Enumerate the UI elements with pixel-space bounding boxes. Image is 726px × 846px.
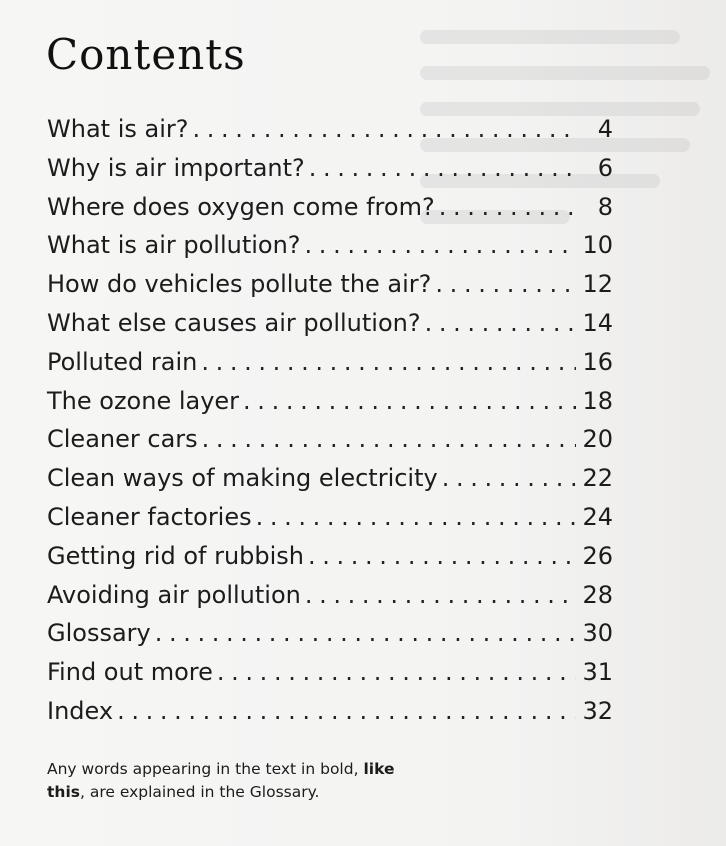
toc-entry-label: What is air pollution? bbox=[47, 231, 301, 260]
dot-leader bbox=[201, 343, 576, 382]
dot-leader bbox=[308, 537, 576, 576]
page-title: Contents bbox=[46, 30, 246, 79]
toc-entry[interactable] bbox=[47, 149, 613, 188]
dot-leader bbox=[243, 382, 576, 421]
toc-entry[interactable] bbox=[47, 498, 613, 537]
toc-entry-label: Find out more bbox=[47, 658, 213, 687]
glossary-note bbox=[47, 758, 407, 804]
toc-entry[interactable] bbox=[47, 226, 613, 265]
toc-entry-label: Avoiding air pollution bbox=[47, 580, 301, 609]
toc-entry[interactable] bbox=[47, 653, 613, 692]
toc-entry-label: How do vehicles pollute the air? bbox=[47, 270, 432, 299]
toc-entry[interactable] bbox=[47, 343, 613, 382]
toc-entry[interactable] bbox=[47, 459, 613, 498]
dot-leader bbox=[435, 265, 576, 304]
note-text-after: , are explained in the Glossary. bbox=[79, 783, 320, 801]
dot-leader bbox=[192, 110, 579, 149]
dot-leader bbox=[117, 692, 576, 731]
toc-entry[interactable] bbox=[47, 692, 613, 731]
toc-entry[interactable] bbox=[47, 265, 613, 304]
toc-entry-page-number: 12 bbox=[582, 270, 613, 299]
toc-entry[interactable] bbox=[47, 576, 613, 615]
toc-entry[interactable] bbox=[47, 420, 613, 459]
dot-leader bbox=[155, 614, 577, 653]
toc-entry-label: Cleaner cars bbox=[47, 425, 198, 454]
toc-entry-label: Cleaner factories bbox=[47, 502, 252, 531]
toc-entry-label: Polluted rain bbox=[47, 347, 198, 376]
toc-entry[interactable] bbox=[47, 304, 613, 343]
toc-entry-label: The ozone layer bbox=[47, 386, 240, 415]
toc-entry-label: What else causes air pollution? bbox=[47, 308, 421, 337]
toc-entry-page-number: 18 bbox=[582, 386, 613, 415]
dot-leader bbox=[425, 304, 577, 343]
toc-entry-page-number: 6 bbox=[597, 153, 613, 182]
note-text-before: Any words appearing in the text in bold, bbox=[47, 760, 364, 778]
toc-entry-page-number: 16 bbox=[582, 347, 613, 376]
toc-entry-page-number: 14 bbox=[582, 308, 613, 337]
toc-entry-label: Where does oxygen come from? bbox=[47, 192, 435, 221]
dot-leader bbox=[305, 226, 577, 265]
toc-entry-page-number: 20 bbox=[582, 425, 613, 454]
toc-entry[interactable] bbox=[47, 382, 613, 421]
dot-leader bbox=[217, 653, 577, 692]
dot-leader bbox=[256, 498, 577, 537]
toc-entry-page-number: 8 bbox=[597, 192, 613, 221]
dot-leader bbox=[202, 420, 577, 459]
toc-entry[interactable] bbox=[47, 188, 613, 227]
toc-entry-label: Index bbox=[47, 696, 114, 725]
toc-entry[interactable] bbox=[47, 537, 613, 576]
toc-entry-label: Clean ways of making electricity bbox=[47, 464, 438, 493]
toc-entry-page-number: 31 bbox=[582, 658, 613, 687]
toc-entry-label: What is air? bbox=[47, 115, 189, 143]
note-bold-example: like this bbox=[47, 760, 395, 801]
dot-leader bbox=[305, 576, 577, 615]
toc-entry-label: Getting rid of rubbish bbox=[47, 541, 305, 570]
table-of-contents bbox=[47, 110, 613, 731]
toc-entry-page-number: 24 bbox=[582, 502, 613, 531]
toc-entry-page-number: 4 bbox=[597, 115, 613, 143]
toc-entry-page-number: 10 bbox=[582, 231, 613, 260]
toc-entry-page-number: 28 bbox=[582, 580, 613, 609]
toc-entry-page-number: 22 bbox=[582, 464, 613, 493]
toc-entry-page-number: 30 bbox=[582, 619, 613, 648]
toc-entry[interactable] bbox=[47, 614, 613, 653]
dot-leader bbox=[309, 149, 579, 188]
toc-entry-label: Glossary bbox=[47, 619, 151, 648]
dot-leader bbox=[442, 459, 577, 498]
toc-entry[interactable] bbox=[47, 110, 613, 149]
toc-entry-page-number: 32 bbox=[582, 696, 613, 725]
toc-entry-label: Why is air important? bbox=[47, 153, 305, 182]
dot-leader bbox=[439, 188, 579, 227]
toc-entry-page-number: 26 bbox=[582, 541, 613, 570]
